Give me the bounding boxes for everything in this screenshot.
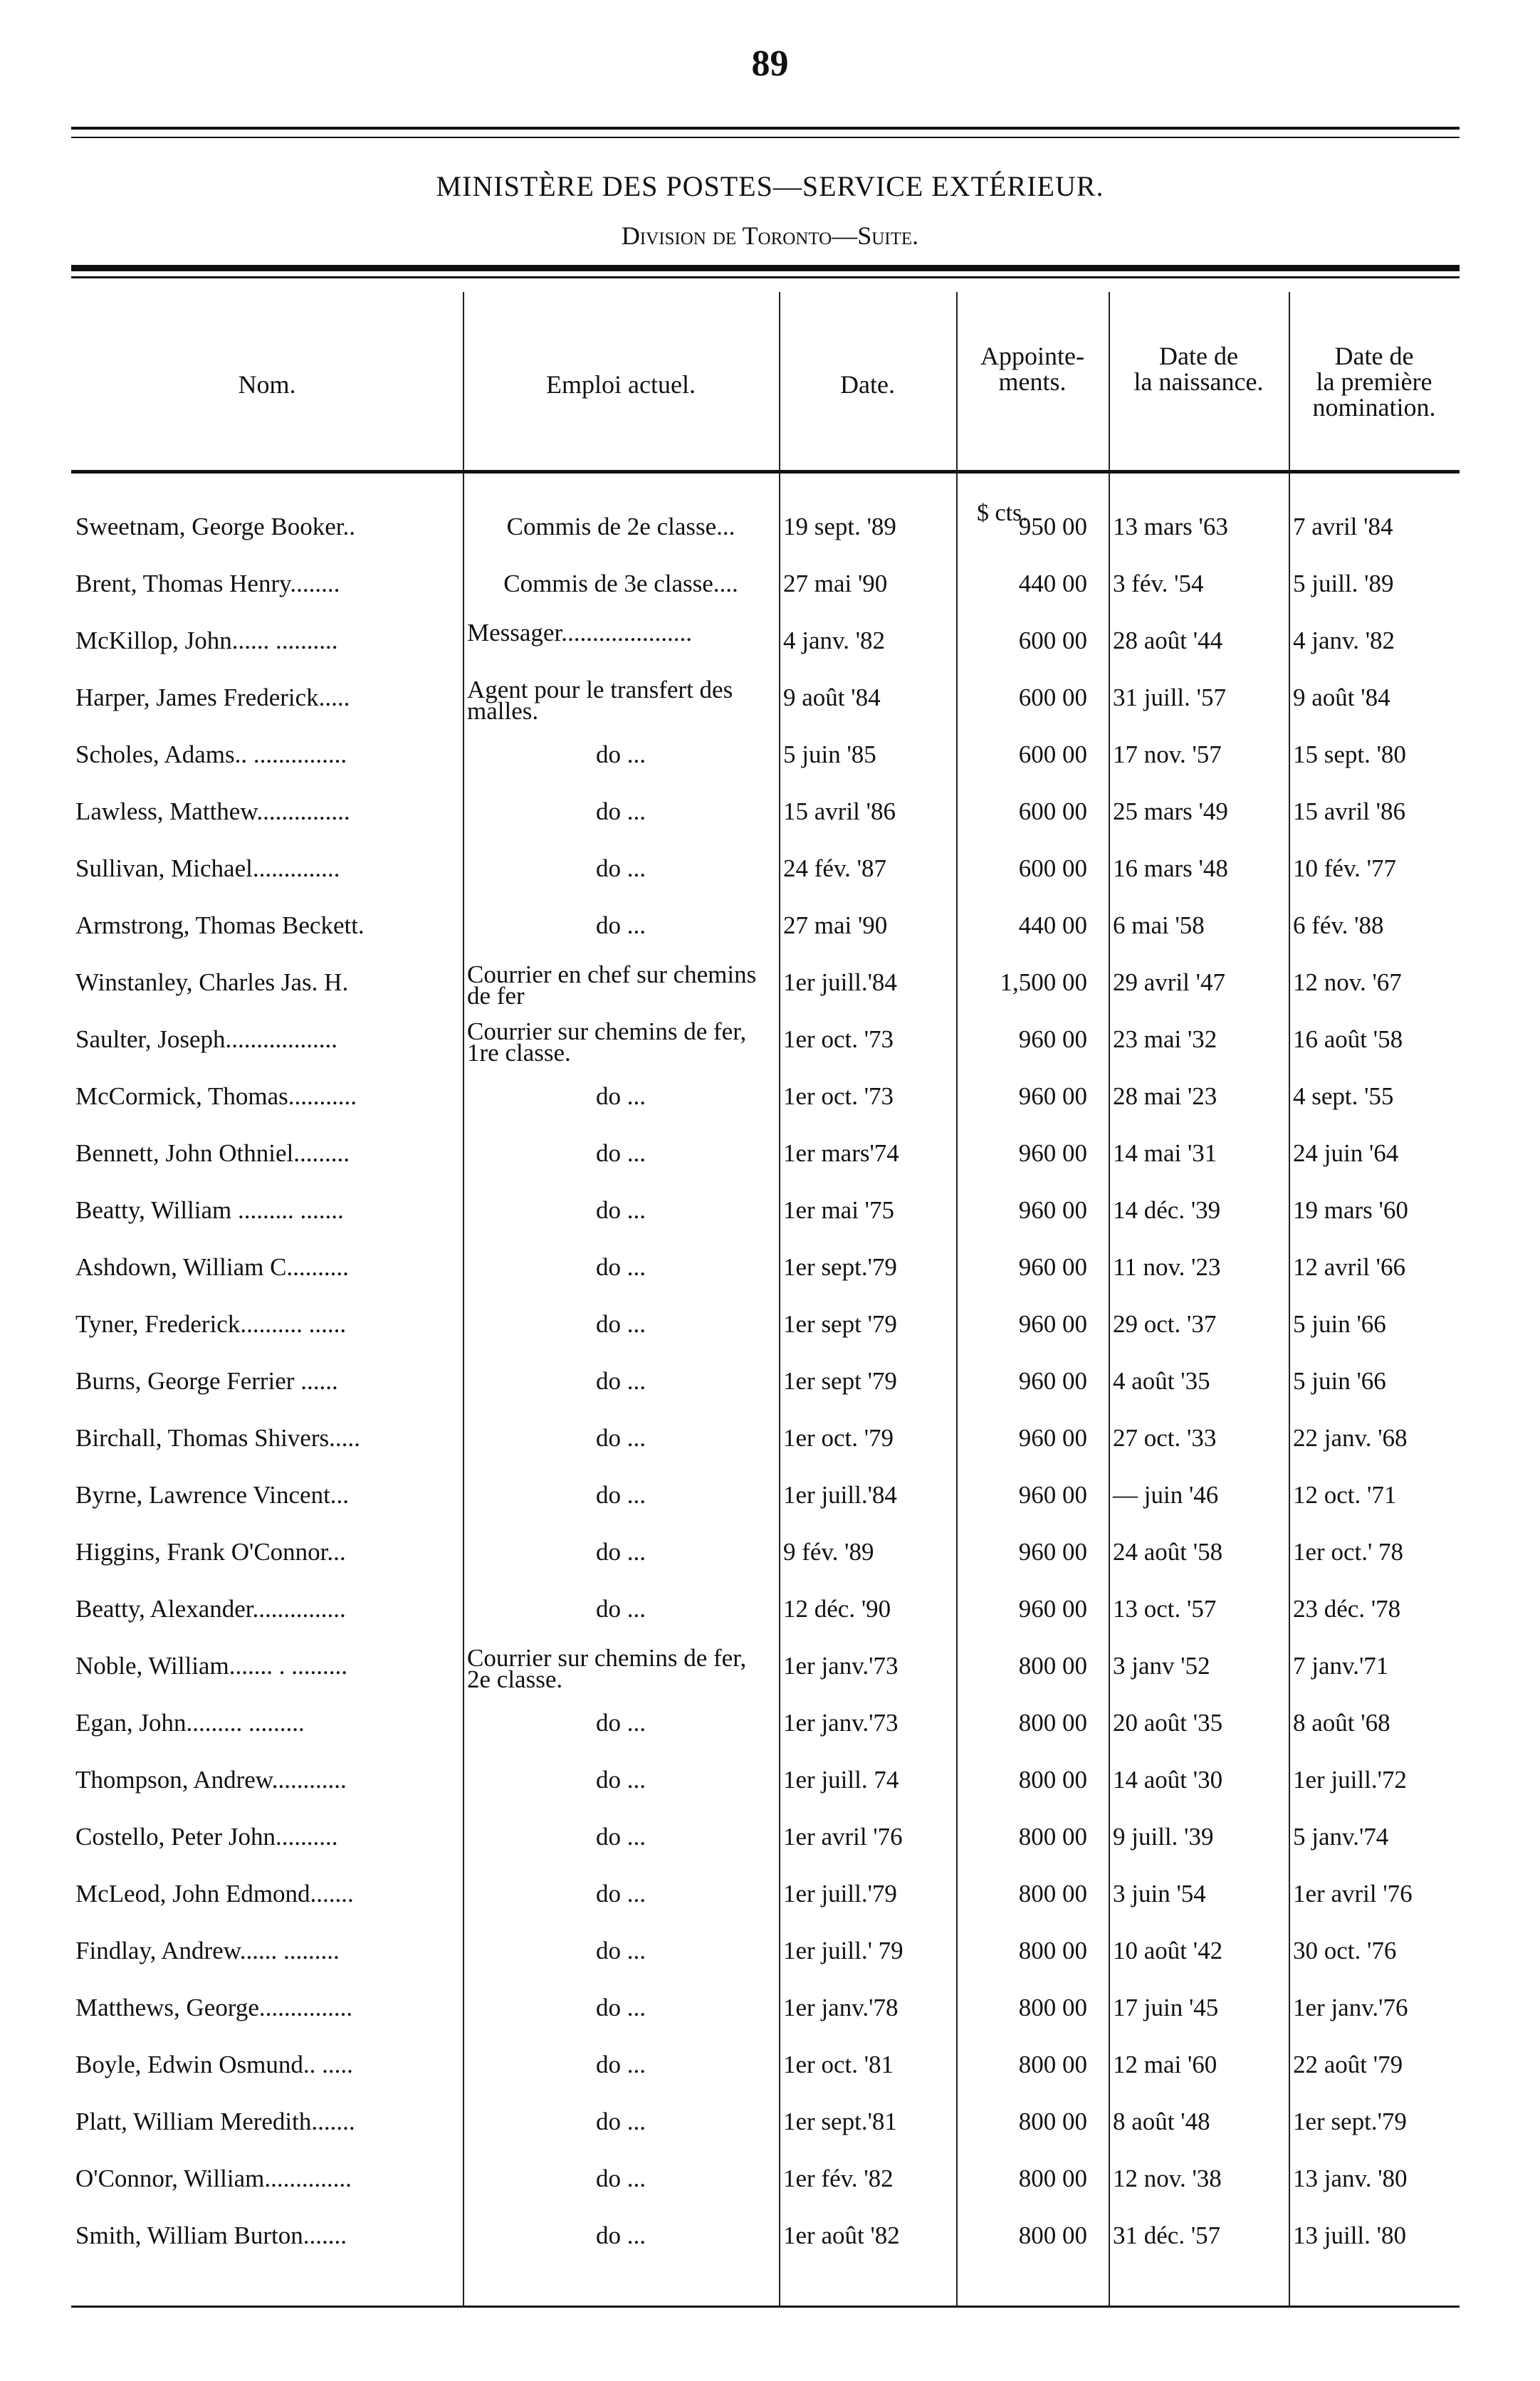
cell-nom: Armstrong, Thomas Beckett. — [75, 911, 365, 939]
cell-date: 24 fév. '87 — [783, 854, 886, 882]
cell-naissance: 14 mai '31 — [1113, 1139, 1217, 1167]
header-naissance — [1109, 343, 1289, 394]
cell-appointements: 800 00 — [1018, 2051, 1087, 2078]
table-row — [71, 954, 1460, 1011]
cell-emploi: do ... — [596, 1481, 646, 1509]
cell-emploi: do ... — [596, 1766, 646, 1794]
table-row — [71, 1809, 1460, 1865]
table-row — [71, 612, 1460, 669]
cell-naissance: 25 mars '49 — [1113, 797, 1228, 825]
table-row — [71, 1638, 1460, 1695]
cell-emploi: do ... — [596, 1082, 646, 1110]
cell-emploi: Messager..................... — [467, 619, 692, 647]
cell-naissance: 11 nov. '23 — [1113, 1253, 1221, 1281]
header-appointements-line1: Appointe- — [980, 342, 1084, 370]
cell-naissance: 14 août '30 — [1113, 1766, 1223, 1794]
cell-naissance: 13 mars '63 — [1113, 513, 1228, 540]
cell-appointements: 600 00 — [1018, 741, 1087, 768]
cell-premiere: 22 août '79 — [1293, 2051, 1403, 2078]
cell-emploi: do ... — [596, 1424, 646, 1452]
cell-date: 15 avril '86 — [783, 797, 896, 825]
header-top-rule — [71, 265, 1460, 271]
cell-naissance: 20 août '35 — [1113, 1709, 1223, 1737]
header-top-rule-thin — [71, 276, 1460, 278]
cell-date: 1er oct. '73 — [783, 1082, 894, 1110]
table-row — [71, 1125, 1460, 1182]
cell-nom: Higgins, Frank O'Connor... — [75, 1538, 346, 1566]
cell-premiere: 1er oct.' 78 — [1293, 1538, 1404, 1566]
cell-nom: Ashdown, William C.......... — [75, 1253, 349, 1281]
staff-table — [71, 498, 1460, 2264]
cell-nom: McCormick, Thomas........... — [75, 1082, 357, 1110]
cell-date: 1er sept '79 — [783, 1310, 897, 1338]
cell-date: 19 sept. '89 — [783, 513, 896, 540]
top-double-rule — [71, 127, 1460, 138]
cell-appointements: 600 00 — [1018, 627, 1087, 654]
cell-emploi: Commis de 3e classe.... — [503, 570, 738, 597]
cell-premiere: 13 juill. '80 — [1293, 2222, 1406, 2249]
table-row — [71, 1581, 1460, 1638]
table-row — [71, 1353, 1460, 1410]
cell-premiere: 15 avril '86 — [1293, 797, 1405, 825]
table-row — [71, 2207, 1460, 2264]
cell-appointements: 960 00 — [1018, 1538, 1087, 1566]
cell-emploi: do ... — [596, 1880, 646, 1908]
cell-appointements: 440 00 — [1018, 570, 1087, 597]
cell-premiere: 22 janv. '68 — [1293, 1424, 1408, 1452]
cell-emploi: do ... — [596, 1139, 646, 1167]
cell-premiere: 9 août '84 — [1293, 684, 1390, 711]
cell-nom: Smith, William Burton....... — [75, 2222, 347, 2249]
cell-appointements: 800 00 — [1018, 1823, 1087, 1851]
cell-emploi: do ... — [596, 797, 646, 825]
cell-appointements: 960 00 — [1018, 1082, 1087, 1110]
cell-date: 1er juill.'84 — [783, 968, 897, 996]
cell-naissance: 23 mai '32 — [1113, 1025, 1217, 1053]
cell-naissance: 17 nov. '57 — [1113, 741, 1222, 768]
cell-date: 1er avril '76 — [783, 1823, 903, 1851]
cell-appointements: 600 00 — [1018, 684, 1087, 711]
cell-emploi: do ... — [596, 2051, 646, 2078]
cell-emploi: do ... — [596, 1937, 646, 1964]
cell-naissance: 16 mars '48 — [1113, 854, 1228, 882]
cell-appointements: 960 00 — [1018, 1139, 1087, 1167]
cell-naissance: 29 oct. '37 — [1113, 1310, 1217, 1338]
cell-date: 1er sept.'79 — [783, 1253, 897, 1281]
cell-appointements: 1,500 00 — [1000, 968, 1087, 996]
cell-emploi: do ... — [596, 2165, 646, 2192]
cell-appointements: 800 00 — [1018, 1709, 1087, 1737]
cell-premiere: 16 août '58 — [1293, 1025, 1403, 1053]
cell-naissance: 3 fév. '54 — [1113, 570, 1204, 597]
cell-premiere: 4 janv. '82 — [1293, 627, 1395, 654]
table-row — [71, 783, 1460, 840]
header-nom: Nom. — [238, 370, 296, 399]
cell-appointements: 960 00 — [1018, 1481, 1087, 1509]
cell-appointements: 960 00 — [1018, 1196, 1087, 1224]
table-row — [71, 1467, 1460, 1524]
cell-premiere: 6 fév. '88 — [1293, 911, 1384, 939]
cell-date: 1er oct. '81 — [783, 2051, 894, 2078]
table-row — [71, 1695, 1460, 1752]
header-premiere-line2: la première — [1316, 367, 1432, 396]
cell-emploi: do ... — [596, 1823, 646, 1851]
table-row — [71, 1979, 1460, 2036]
cell-appointements: 800 00 — [1018, 1652, 1087, 1680]
table-row — [71, 1410, 1460, 1467]
cell-naissance: 10 août '42 — [1113, 1937, 1223, 1964]
cell-emploi: do ... — [596, 1196, 646, 1224]
staff-table-body — [71, 498, 1460, 2264]
cell-emploi: do ... — [596, 911, 646, 939]
cell-date: 1er mai '75 — [783, 1196, 894, 1224]
table-row — [71, 1922, 1460, 1979]
cell-nom: Egan, John......... ......... — [75, 1709, 305, 1737]
cell-naissance: 29 avril '47 — [1113, 968, 1225, 996]
cell-date: 1er janv.'73 — [783, 1652, 899, 1680]
cell-appointements: 960 00 — [1018, 1367, 1087, 1395]
cell-appointements: 960 00 — [1018, 1424, 1087, 1452]
cell-date: 1er oct. '79 — [783, 1424, 894, 1452]
cell-nom: Scholes, Adams.. ............... — [75, 741, 347, 768]
cell-naissance: 31 déc. '57 — [1113, 2222, 1221, 2249]
cell-nom: O'Connor, William.............. — [75, 2165, 352, 2192]
cell-premiere: 5 juin '66 — [1293, 1367, 1386, 1395]
cell-emploi: do ... — [596, 1367, 646, 1395]
cell-appointements: 950 00 — [1018, 513, 1087, 540]
header-appointements — [956, 343, 1109, 394]
table-row — [71, 1296, 1460, 1353]
cell-date: 1er août '82 — [783, 2222, 900, 2249]
cell-premiere: 23 déc. '78 — [1293, 1595, 1401, 1623]
cell-appointements: 600 00 — [1018, 797, 1087, 825]
cell-emploi: Commis de 2e classe... — [506, 513, 735, 540]
cell-nom: Sullivan, Michael.............. — [75, 854, 340, 882]
cell-emploi: do ... — [596, 1538, 646, 1566]
cell-appointements: 800 00 — [1018, 1937, 1087, 1964]
header-emploi: Emploi actuel. — [546, 370, 696, 399]
cell-premiere: 4 sept. '55 — [1293, 1082, 1394, 1110]
cell-date: 1er fév. '82 — [783, 2165, 894, 2192]
cell-emploi: do ... — [596, 741, 646, 768]
table-row — [71, 2036, 1460, 2093]
cell-emploi: do ... — [596, 1595, 646, 1623]
cell-premiere: 24 juin '64 — [1293, 1139, 1399, 1167]
cell-date: 1er oct. '73 — [783, 1025, 894, 1053]
cell-premiere: 1er avril '76 — [1293, 1880, 1413, 1908]
table-row — [71, 498, 1460, 555]
cell-naissance: 3 juin '54 — [1113, 1880, 1206, 1908]
cell-appointements: 800 00 — [1018, 2165, 1087, 2192]
cell-date: 1er juill. 74 — [783, 1766, 899, 1794]
cell-appointements: 800 00 — [1018, 1880, 1087, 1908]
cell-premiere: 10 fév. '77 — [1293, 854, 1396, 882]
cell-nom: Noble, William....... . ......... — [75, 1652, 347, 1680]
cell-nom: Burns, George Ferrier ...... — [75, 1367, 338, 1395]
cell-naissance: 3 janv '52 — [1113, 1652, 1210, 1680]
cell-naissance: 31 juill. '57 — [1113, 684, 1226, 711]
cell-date: 1er janv.'73 — [783, 1709, 899, 1737]
cell-naissance: 9 juill. '39 — [1113, 1823, 1214, 1851]
cell-nom: Findlay, Andrew...... ......... — [75, 1937, 340, 1964]
table-row — [71, 1068, 1460, 1125]
cell-nom: McLeod, John Edmond....... — [75, 1880, 354, 1908]
cell-emploi: do ... — [596, 2222, 646, 2249]
cell-date: 1er juill.'79 — [783, 1880, 897, 1908]
cell-naissance: 4 août '35 — [1113, 1367, 1210, 1395]
cell-appointements: 800 00 — [1018, 1766, 1087, 1794]
cell-premiere: 19 mars '60 — [1293, 1196, 1408, 1224]
cell-premiere: 5 juill. '89 — [1293, 570, 1394, 597]
cell-date: 5 juin '85 — [783, 741, 876, 768]
table-row — [71, 897, 1460, 954]
table-row — [71, 1182, 1460, 1239]
cell-date: 27 mai '90 — [783, 911, 888, 939]
cell-naissance: — juin '46 — [1113, 1481, 1219, 1509]
cell-nom: Harper, James Frederick..... — [75, 684, 350, 711]
cell-nom: Winstanley, Charles Jas. H. — [75, 968, 349, 996]
cell-appointements: 960 00 — [1018, 1310, 1087, 1338]
cell-emploi: Courrier en chef sur chemins de fer — [467, 961, 757, 1010]
bottom-rule — [71, 2306, 1460, 2308]
cell-premiere: 12 avril '66 — [1293, 1253, 1405, 1281]
table-row — [71, 1524, 1460, 1581]
cell-premiere: 7 janv.'71 — [1293, 1652, 1389, 1680]
table-row — [71, 669, 1460, 726]
cell-naissance: 12 nov. '38 — [1113, 2165, 1222, 2192]
cell-nom: Tyner, Frederick.......... ...... — [75, 1310, 347, 1338]
cell-naissance: 28 mai '23 — [1113, 1082, 1217, 1110]
header-naissance-line2: la naissance. — [1133, 367, 1264, 396]
cell-appointements: 440 00 — [1018, 911, 1087, 939]
cell-nom: McKillop, John...... .......... — [75, 627, 338, 654]
table-row — [71, 1011, 1460, 1068]
cell-date: 12 déc. '90 — [783, 1595, 891, 1623]
cell-premiere: 12 nov. '67 — [1293, 968, 1402, 996]
cell-premiere: 12 oct. '71 — [1293, 1481, 1397, 1509]
cell-appointements: 600 00 — [1018, 854, 1087, 882]
table-row — [71, 1865, 1460, 1922]
cell-emploi: do ... — [596, 1253, 646, 1281]
cell-date: 1er mars'74 — [783, 1139, 899, 1167]
page-subtitle: Division de Toronto—Suite. — [621, 221, 919, 250]
cell-date: 1er juill.'84 — [783, 1481, 897, 1509]
cell-appointements: 800 00 — [1018, 2222, 1087, 2249]
cell-premiere: 7 avril '84 — [1293, 513, 1393, 540]
table-row — [71, 2150, 1460, 2207]
cell-nom: Platt, William Meredith....... — [75, 2108, 355, 2135]
cell-premiere: 15 sept. '80 — [1293, 741, 1406, 768]
table-row — [71, 840, 1460, 897]
cell-naissance: 13 oct. '57 — [1113, 1595, 1217, 1623]
cell-naissance: 12 mai '60 — [1113, 2051, 1217, 2078]
cell-nom: Beatty, William ......... ....... — [75, 1196, 344, 1224]
cell-date: 1er juill.' 79 — [783, 1937, 903, 1964]
cell-date: 1er sept.'81 — [783, 2108, 897, 2135]
cell-emploi: do ... — [596, 1994, 646, 2021]
cell-premiere: 1er sept.'79 — [1293, 2108, 1407, 2135]
cell-date: 1er janv.'78 — [783, 1994, 899, 2021]
cell-emploi: Agent pour le transfert des malles. — [467, 676, 733, 725]
cell-date: 27 mai '90 — [783, 570, 888, 597]
header-premiere-line1: Date de — [1334, 342, 1414, 370]
cell-nom: Byrne, Lawrence Vincent... — [75, 1481, 350, 1509]
cell-premiere: 5 janv.'74 — [1293, 1823, 1389, 1851]
cell-appointements: 960 00 — [1018, 1253, 1087, 1281]
cell-premiere: 1er janv.'76 — [1293, 1994, 1408, 2021]
header-bottom-rule — [71, 470, 1460, 473]
cell-emploi: do ... — [596, 1310, 646, 1338]
units-label: $ cts. — [977, 500, 1028, 526]
cell-premiere: 13 janv. '80 — [1293, 2165, 1408, 2192]
cell-nom: Beatty, Alexander............... — [75, 1595, 346, 1623]
cell-naissance: 8 août '48 — [1113, 2108, 1210, 2135]
cell-nom: Thompson, Andrew............ — [75, 1766, 347, 1794]
cell-date: 1er sept '79 — [783, 1367, 897, 1395]
cell-nom: Boyle, Edwin Osmund.. ..... — [75, 2051, 353, 2078]
cell-nom: Costello, Peter John.......... — [75, 1823, 338, 1851]
cell-premiere: 1er juill.'72 — [1293, 1766, 1407, 1794]
cell-nom: Brent, Thomas Henry........ — [75, 570, 340, 597]
cell-naissance: 17 juin '45 — [1113, 1994, 1219, 2021]
header-appointements-line2: ments. — [998, 367, 1067, 396]
header-premiere — [1289, 343, 1460, 420]
cell-premiere: 8 août '68 — [1293, 1709, 1390, 1737]
cell-premiere: 5 juin '66 — [1293, 1310, 1386, 1338]
cell-emploi: do ... — [596, 2108, 646, 2135]
cell-nom: Bennett, John Othniel......... — [75, 1139, 350, 1167]
cell-premiere: 30 oct. '76 — [1293, 1937, 1397, 1964]
cell-date: 4 janv. '82 — [783, 627, 886, 654]
table-row — [71, 1752, 1460, 1809]
cell-emploi: Courrier sur chemins de fer, 2e classe. — [467, 1644, 747, 1693]
cell-appointements: 960 00 — [1018, 1025, 1087, 1053]
cell-appointements: 800 00 — [1018, 2108, 1087, 2135]
cell-naissance: 14 déc. '39 — [1113, 1196, 1221, 1224]
cell-nom: Matthews, George............... — [75, 1994, 353, 2021]
header-date: Date. — [840, 370, 895, 399]
page-number: 89 — [751, 43, 789, 84]
cell-nom: Lawless, Matthew............... — [75, 797, 350, 825]
cell-naissance: 27 oct. '33 — [1113, 1424, 1217, 1452]
cell-appointements: 800 00 — [1018, 1994, 1087, 2021]
cell-nom: Saulter, Joseph.................. — [75, 1025, 338, 1053]
cell-date: 9 fév. '89 — [783, 1538, 874, 1566]
header-premiere-line3: nomination. — [1312, 393, 1436, 422]
table-row — [71, 726, 1460, 783]
header-naissance-line1: Date de — [1159, 342, 1238, 370]
table-row — [71, 1239, 1460, 1296]
cell-appointements: 960 00 — [1018, 1595, 1087, 1623]
cell-emploi: do ... — [596, 854, 646, 882]
cell-date: 9 août '84 — [783, 684, 881, 711]
table-row — [71, 2093, 1460, 2150]
cell-nom: Birchall, Thomas Shivers..... — [75, 1424, 360, 1452]
cell-naissance: 24 août '58 — [1113, 1538, 1223, 1566]
cell-emploi: do ... — [596, 1709, 646, 1737]
cell-naissance: 6 mai '58 — [1113, 911, 1205, 939]
table-row — [71, 555, 1460, 612]
page-title: MINISTÈRE DES POSTES—SERVICE EXTÉRIEUR. — [436, 170, 1104, 202]
cell-emploi: Courrier sur chemins de fer, 1re classe. — [467, 1017, 747, 1067]
cell-nom: Sweetnam, George Booker.. — [75, 513, 356, 540]
cell-naissance: 28 août '44 — [1113, 627, 1223, 654]
